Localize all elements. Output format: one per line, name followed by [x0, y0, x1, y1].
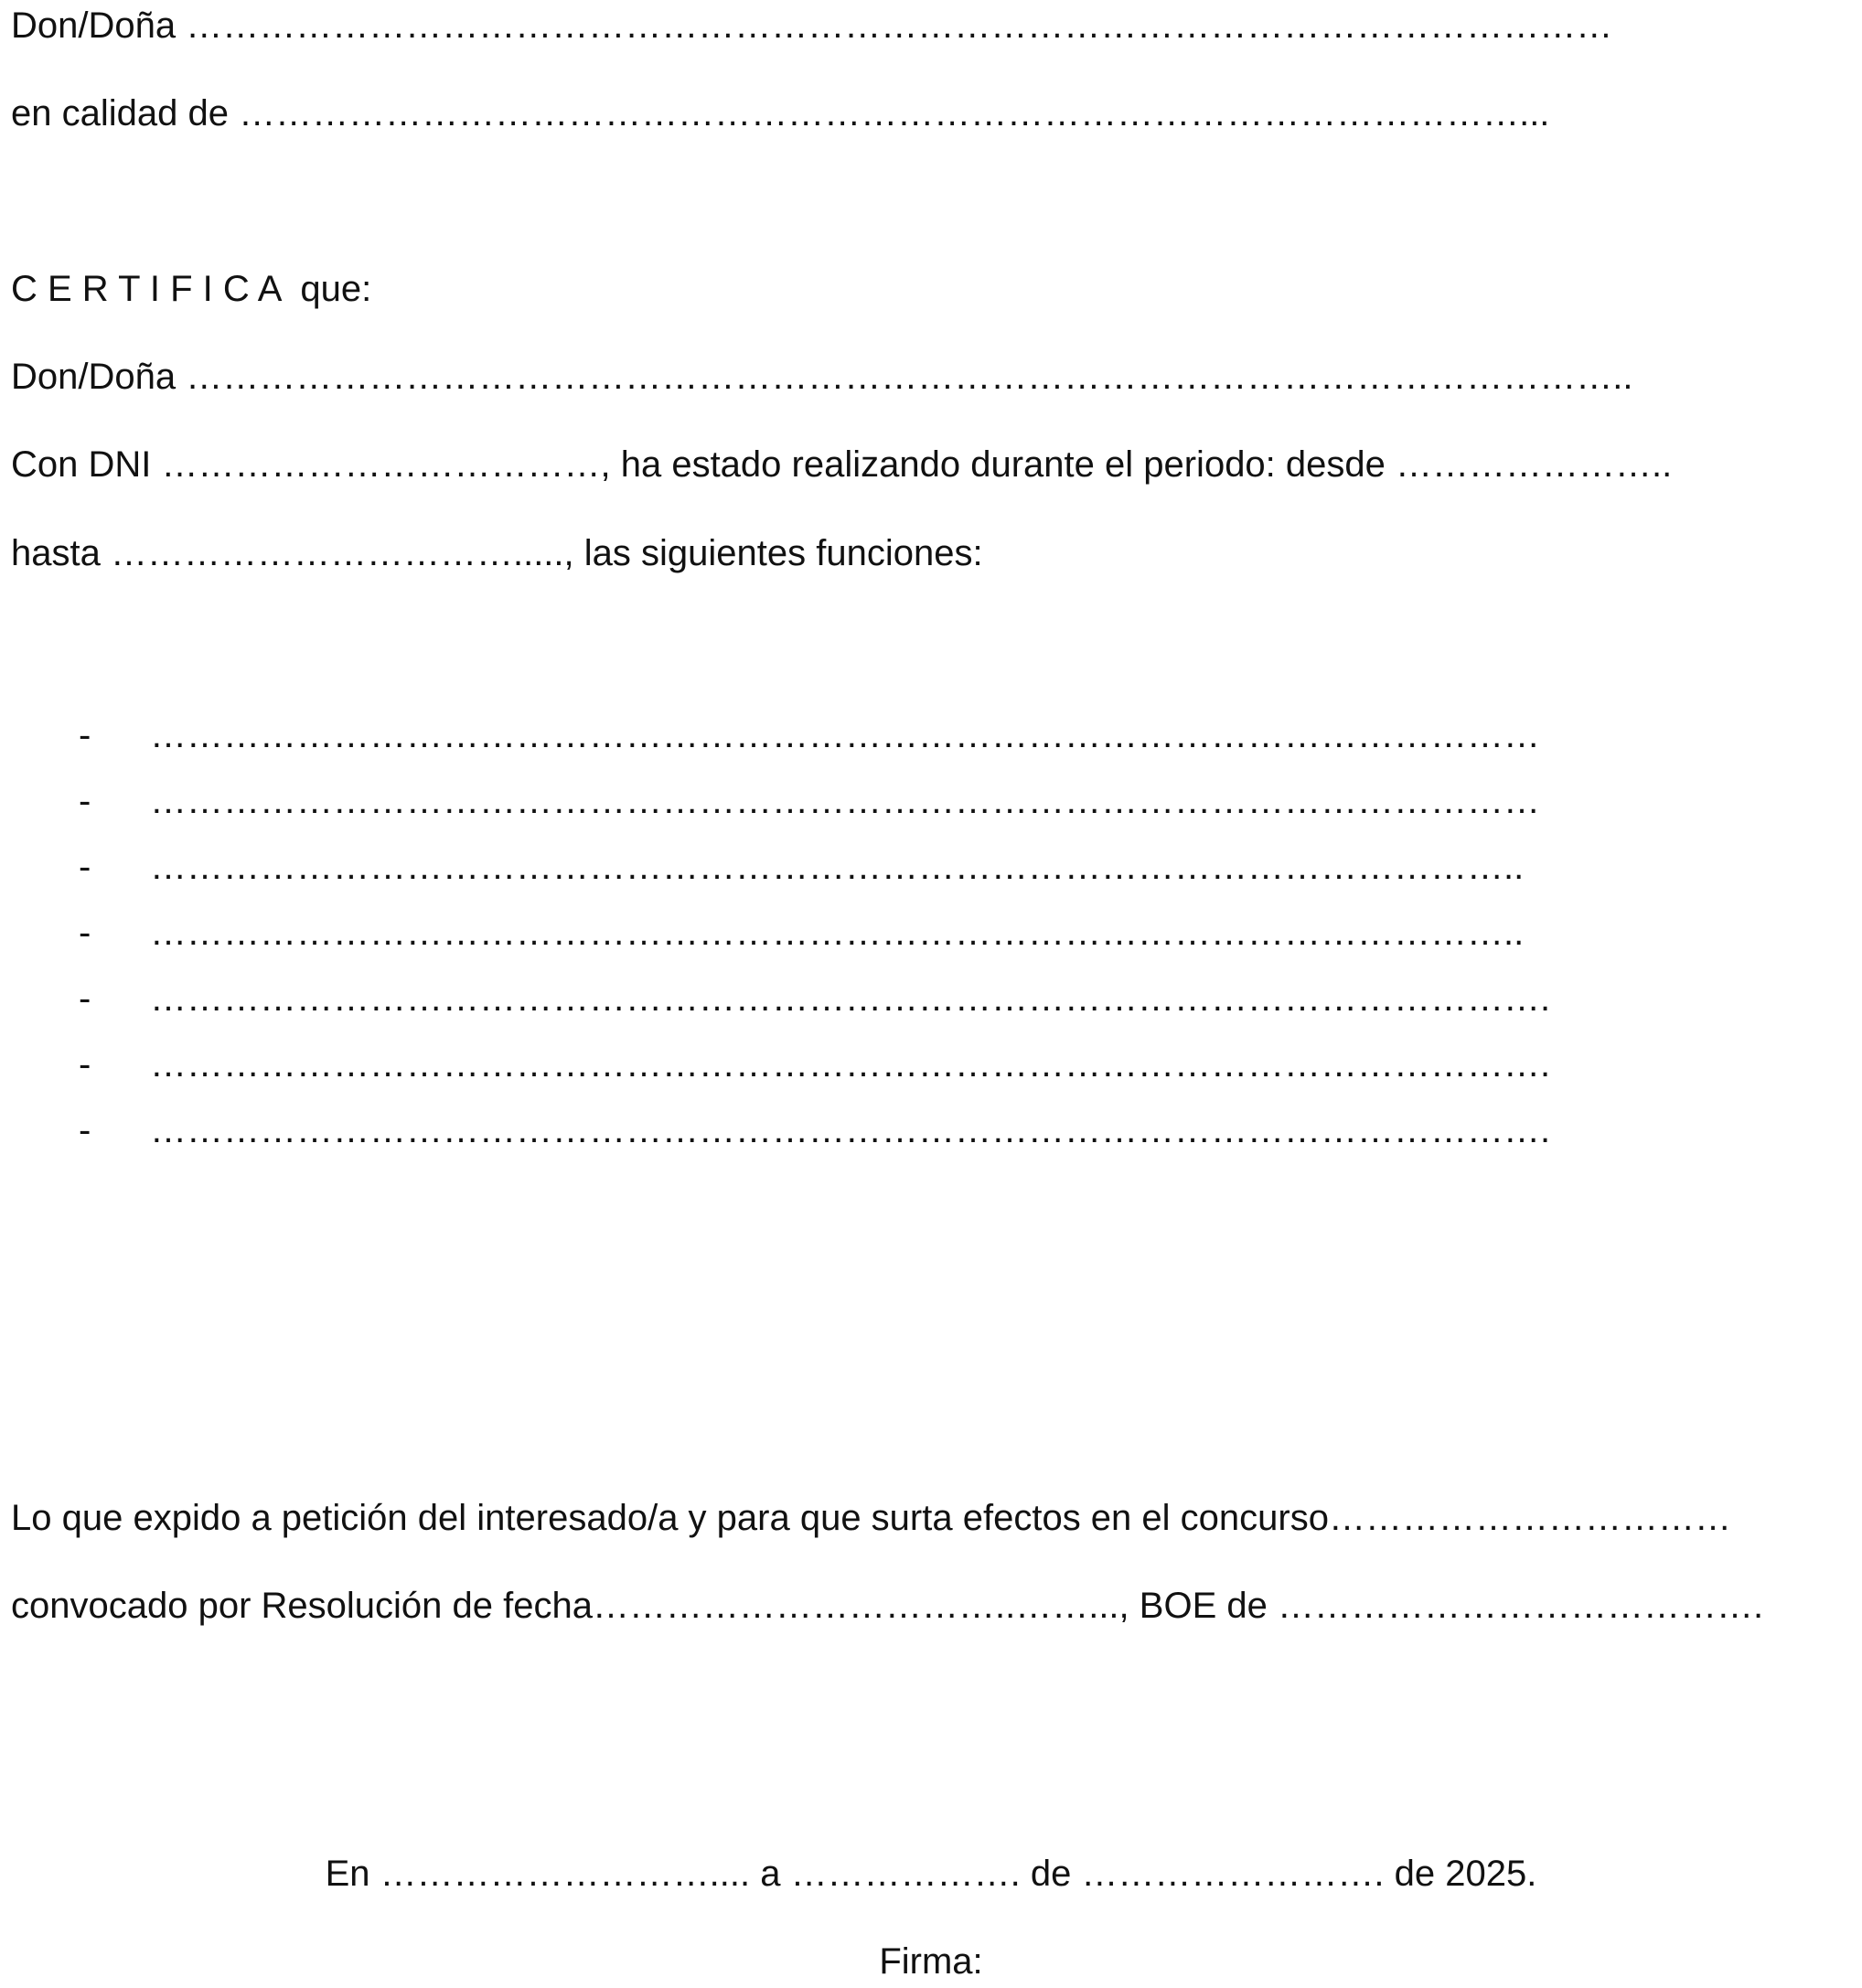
funcion-blank: …………………………………………………………………………………………………..	[150, 847, 1525, 887]
bullet-dash: -	[79, 1110, 91, 1150]
bullet-dash: -	[79, 1044, 91, 1085]
funcion-blank: …………………………………………………………………………………………………….	[150, 1110, 1551, 1150]
bullet-dash: -	[79, 978, 91, 1019]
en-calidad-de-line: en calidad de ……………………………………………………………………………………………...	[11, 93, 1550, 134]
lugar-fecha-line: En ……………………….... a ………………. de ……………………. de 2025.	[325, 1854, 1537, 1894]
don-dona-line: Don/Doña ………………………………………………………………………………………………………	[11, 5, 1613, 46]
certificado-don-dona-line: Don/Doña ………………………………………………………………………………………………………..	[11, 357, 1633, 397]
funcion-blank: …………………………………………………………………………………………………….	[150, 978, 1551, 1019]
hasta-funciones-line: hasta ……………………………....., las siguientes funciones:	[11, 533, 983, 573]
bullet-dash: -	[79, 913, 91, 953]
funcion-blank: ……………………………………………………………………………………………………	[150, 781, 1540, 821]
bullet-dash: -	[79, 781, 91, 821]
funcion-blank: ……………………………………………………………………………………………………	[150, 715, 1540, 755]
firma-label: Firma:	[879, 1941, 983, 1982]
bullet-dash: -	[79, 847, 91, 887]
funcion-blank: …………………………………………………………………………………………………..	[150, 913, 1525, 953]
expido-line: Lo que expido a petición del interesado/a y para que surta efectos en el concurso……………………………	[11, 1498, 1731, 1538]
funcion-blank: …………………………………………………………………………………………………….	[150, 1044, 1551, 1085]
certifica-heading: C E R T I F I C A que:	[11, 269, 372, 309]
bullet-dash: -	[79, 715, 91, 755]
dni-periodo-line: Con DNI ………………………………, ha estado realizando durante el periodo: desde …………………..	[11, 444, 1673, 485]
convocado-line: convocado por Resolución de fecha……………………………..……..., BOE de ………………………………….	[11, 1586, 1764, 1626]
